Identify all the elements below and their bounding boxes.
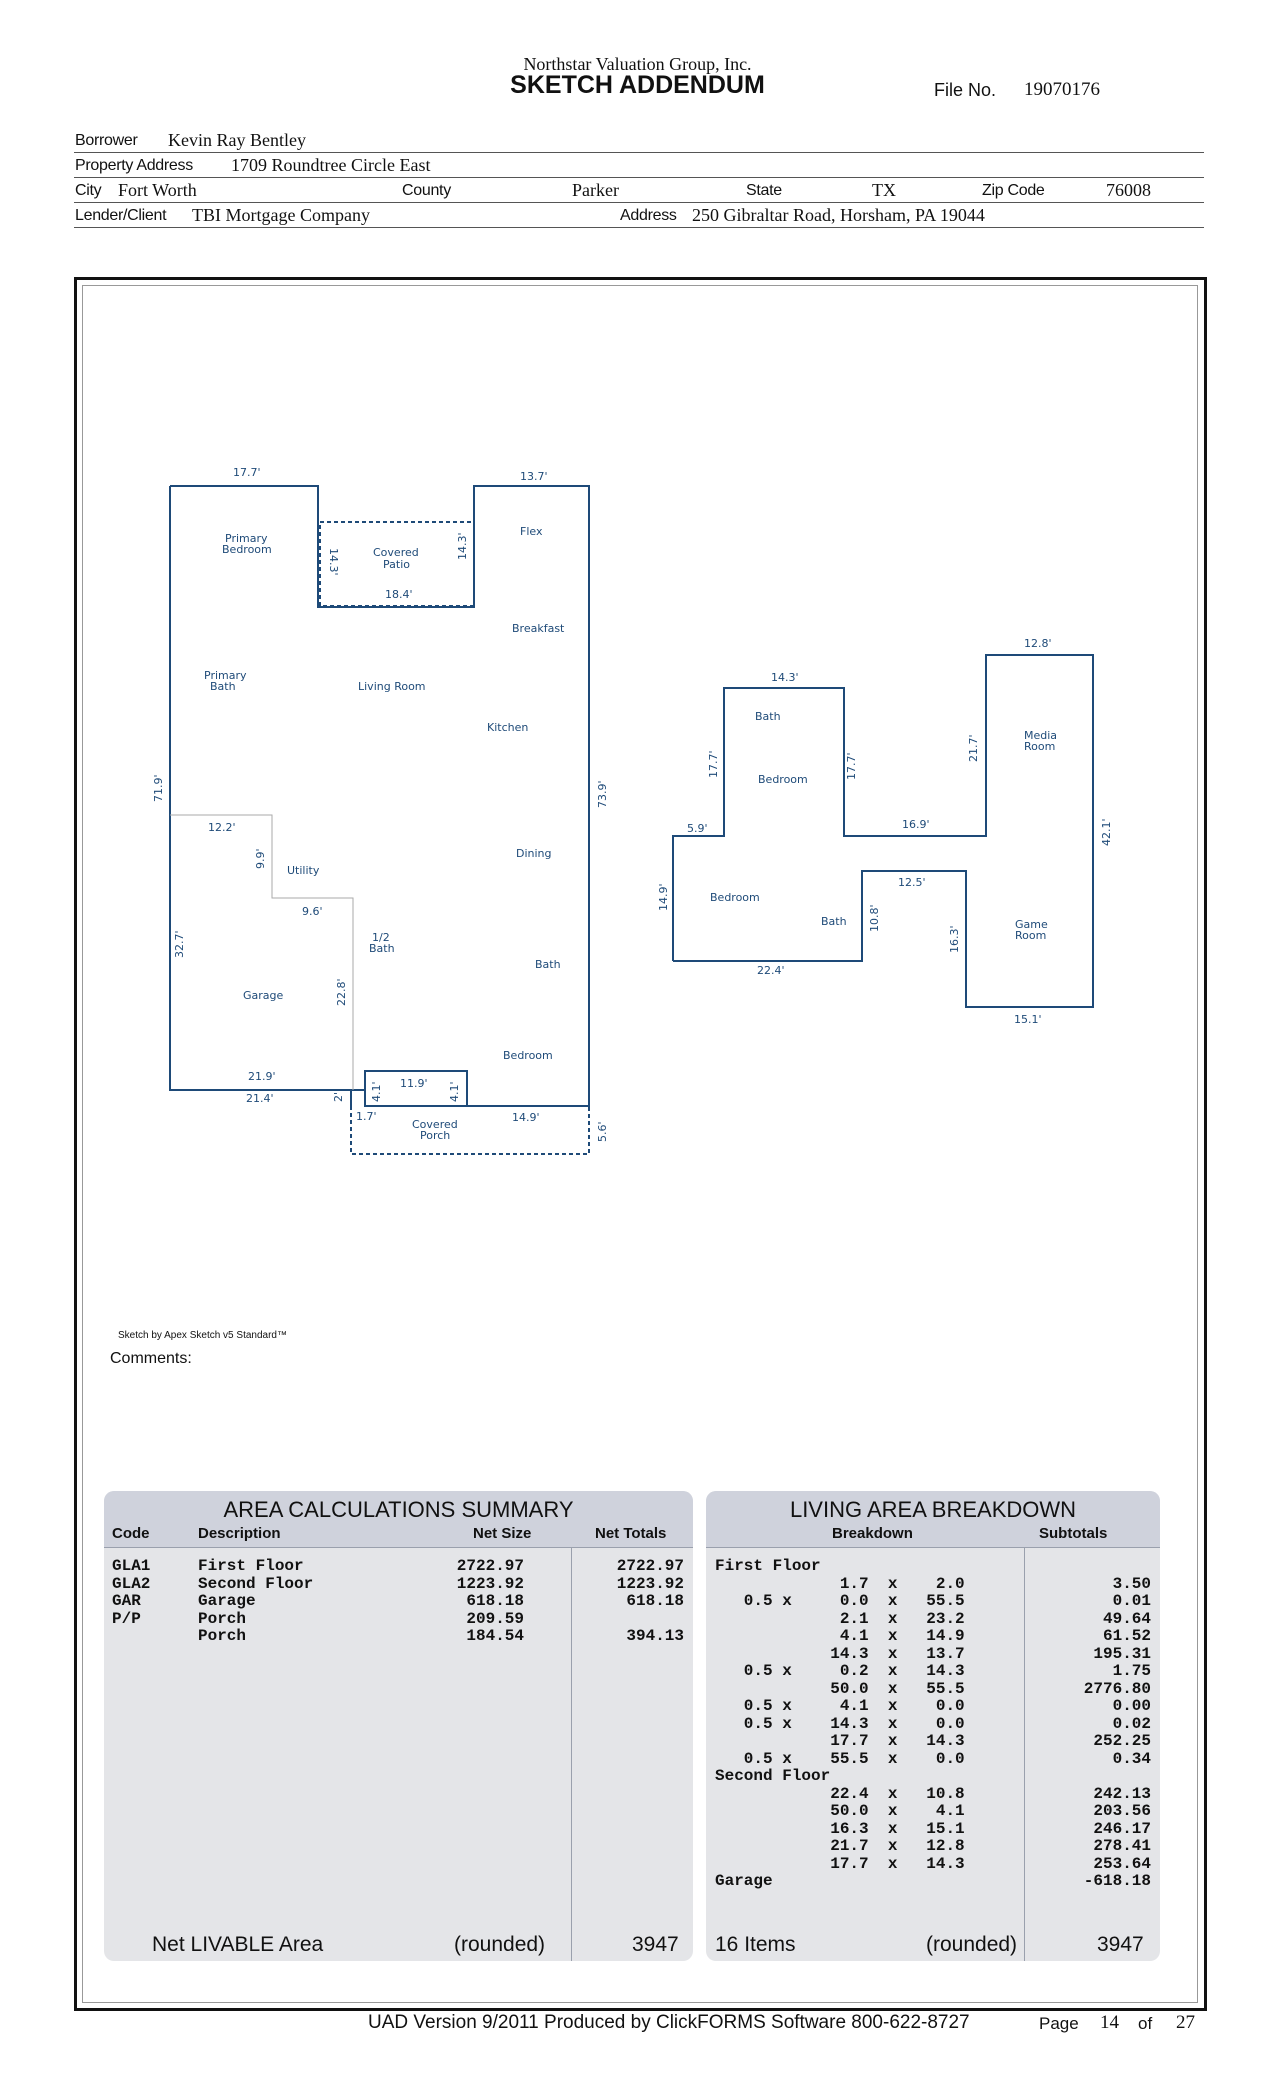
- area-code-cell: P/P: [112, 1609, 141, 1628]
- breakdown-cell: 14.3 x 13.7: [715, 1644, 965, 1663]
- room-label: Room: [1024, 740, 1056, 753]
- page-of-label: of: [1138, 2014, 1153, 2033]
- subtotal-cell: 246.17: [1093, 1819, 1151, 1838]
- net-livable-rounded: (rounded): [454, 1933, 546, 1956]
- area-description-cell: Second Floor: [198, 1574, 314, 1593]
- panel-header: [104, 1491, 693, 1548]
- breakdown-cell: 4.1 x 14.9: [715, 1627, 965, 1645]
- column-header-description: Description: [198, 1525, 281, 1542]
- room-label: Bath: [755, 710, 781, 723]
- living-total: 3947: [1097, 1933, 1144, 1956]
- dimension-label: 9.6': [302, 905, 323, 918]
- subtotal-cell: 253.64: [1093, 1854, 1151, 1873]
- breakdown-cell: 0.5 x 0.0 x 55.5: [715, 1592, 965, 1610]
- room-label: Garage: [243, 989, 284, 1002]
- dimension-label: 73.9': [596, 780, 609, 808]
- breakdown-cell: 0.5 x 4.1 x 0.0: [715, 1697, 965, 1715]
- lender-value: TBI Mortgage Company: [192, 205, 370, 225]
- area-net-total-cell: 1223.92: [616, 1574, 684, 1593]
- room-label: Flex: [520, 525, 543, 538]
- breakdown-cell: 50.0 x 55.5: [715, 1679, 965, 1698]
- dimension-label: 18.4': [385, 588, 413, 601]
- dimension-label: 14.3': [771, 671, 799, 684]
- subtotal-cell: 1.75: [1112, 1662, 1151, 1680]
- room-label: Bedroom: [503, 1049, 553, 1062]
- panel-header: [706, 1491, 1160, 1548]
- dimension-label: 14.9': [512, 1111, 540, 1124]
- dimension-label: 10.8': [868, 904, 881, 932]
- dimension-label: 15.1': [1014, 1013, 1042, 1026]
- room-label: Game: [1015, 918, 1048, 931]
- column-divider: [1024, 1547, 1025, 1961]
- panel-title: LIVING AREA BREAKDOWN: [789, 1497, 1077, 1522]
- dimension-label: 22.4': [757, 964, 785, 977]
- area-net-total-cell: 618.18: [626, 1592, 684, 1610]
- area-net-size-cell: 184.54: [466, 1627, 524, 1645]
- dimension-label: 16.9': [902, 818, 930, 831]
- subtotal-cell: 49.64: [1102, 1609, 1151, 1628]
- dimension-label: 11.9': [400, 1077, 428, 1090]
- breakdown-cell: Second Floor: [715, 1767, 831, 1785]
- column-divider: [571, 1547, 572, 1961]
- address-label: Address: [620, 207, 677, 224]
- second-floor-outline: [673, 655, 1093, 1007]
- room-label: Bedroom: [222, 543, 272, 556]
- dimension-label: 17.7': [845, 752, 858, 780]
- dimension-label: 17.7': [233, 466, 261, 479]
- dimension-label: 21.9': [248, 1070, 276, 1083]
- breakdown-cell: 0.5 x 14.3 x 0.0: [715, 1714, 965, 1733]
- dimension-label: 12.8': [1024, 637, 1052, 650]
- area-code-cell: GAR: [112, 1592, 141, 1610]
- breakdown-cell: 2.1 x 23.2: [715, 1609, 965, 1628]
- room-label: Bath: [535, 958, 561, 971]
- area-net-total-cell: 2722.97: [616, 1557, 684, 1575]
- area-description-cell: Porch: [198, 1609, 247, 1628]
- covered-porch-outline: [351, 1106, 589, 1154]
- breakdown-cell: 17.7 x 14.3: [715, 1854, 965, 1873]
- dimension-label: 14.3': [456, 532, 469, 560]
- breakdown-cell: 21.7 x 12.8: [715, 1837, 965, 1855]
- subtotal-cell: 3.50: [1112, 1574, 1151, 1593]
- subtotal-cell: 0.34: [1112, 1749, 1151, 1768]
- subtotal-cell: 2776.80: [1083, 1679, 1151, 1698]
- column-header-breakdown: Breakdown: [832, 1525, 913, 1542]
- subtotal-cell: 0.01: [1112, 1592, 1151, 1610]
- dimension-label: 9.9': [254, 848, 267, 869]
- zip-value: 76008: [1106, 180, 1151, 200]
- dimension-label: 21.7': [967, 734, 980, 762]
- county-value: Parker: [572, 180, 619, 200]
- room-label: Dining: [516, 847, 552, 860]
- room-label: Patio: [383, 558, 410, 571]
- area-code-cell: GLA2: [112, 1574, 151, 1593]
- dimension-label: 42.1': [1100, 818, 1113, 846]
- dimension-label: 12.2': [208, 821, 236, 834]
- room-label: Covered: [373, 546, 419, 559]
- subtotal-cell: 278.41: [1093, 1837, 1151, 1855]
- dimension-label: 16.3': [948, 925, 961, 953]
- dimension-label: 21.4': [246, 1092, 274, 1105]
- borrower-value: Kevin Ray Bentley: [168, 130, 306, 150]
- room-label: Covered: [412, 1118, 458, 1131]
- zip-label: Zip Code: [982, 182, 1045, 199]
- living-rounded: (rounded): [926, 1933, 1018, 1956]
- room-label: 1/2: [372, 931, 390, 944]
- breakdown-cell: 0.5 x 0.2 x 14.3: [715, 1662, 965, 1680]
- area-net-size-cell: 2722.97: [456, 1557, 524, 1575]
- dimension-label: 5.9': [687, 822, 708, 835]
- breakdown-cell: First Floor: [715, 1557, 821, 1575]
- column-header-subtotals: Subtotals: [1039, 1525, 1108, 1542]
- area-description-cell: Garage: [198, 1592, 256, 1610]
- room-label: Primary: [225, 532, 268, 545]
- borrower-label: Borrower: [75, 132, 138, 149]
- room-label: Bedroom: [758, 773, 808, 786]
- column-header-net-size: Net Size: [473, 1525, 532, 1542]
- dimension-label: 22.8': [335, 978, 348, 1006]
- file-number: 19070176: [1024, 79, 1100, 100]
- subtotal-cell: 195.31: [1093, 1644, 1151, 1663]
- subtotal-cell: 0.02: [1112, 1714, 1151, 1733]
- breakdown-cell: Garage: [715, 1872, 773, 1890]
- area-net-size-cell: 1223.92: [456, 1574, 524, 1593]
- area-code-cell: GLA1: [112, 1557, 151, 1575]
- room-label: Bath: [821, 915, 847, 928]
- subtotal-cell: 242.13: [1093, 1784, 1151, 1803]
- items-count: 16 Items: [715, 1933, 796, 1956]
- room-label: Kitchen: [487, 721, 529, 734]
- state-label: State: [746, 182, 782, 199]
- company-name: Northstar Valuation Group, Inc.: [523, 54, 752, 74]
- room-label: Room: [1015, 929, 1047, 942]
- room-label: Utility: [287, 864, 320, 877]
- produced-by: UAD Version 9/2011 Produced by ClickFORMS Software 800-622-8727: [368, 2012, 970, 2033]
- breakdown-cell: 22.4 x 10.8: [715, 1784, 965, 1803]
- dimension-label: 2': [332, 1091, 345, 1102]
- page-number: 14: [1100, 2012, 1119, 2033]
- dimension-label: 13.7': [520, 470, 548, 483]
- comments-label: Comments:: [110, 1350, 192, 1367]
- area-net-size-cell: 209.59: [466, 1609, 524, 1628]
- breakdown-cell: 17.7 x 14.3: [715, 1732, 965, 1750]
- dimension-label: 4.1': [448, 1081, 461, 1102]
- subtotal-cell: 0.00: [1112, 1697, 1151, 1715]
- room-label: Bath: [369, 942, 395, 955]
- room-label: Living Room: [358, 680, 426, 693]
- breakdown-cell: 50.0 x 4.1: [715, 1802, 965, 1820]
- area-net-size-cell: 618.18: [466, 1592, 524, 1610]
- room-label: Bath: [210, 680, 236, 693]
- breakdown-cell: 0.5 x 55.5 x 0.0: [715, 1749, 965, 1768]
- column-header-net-totals: Net Totals: [595, 1525, 667, 1542]
- address-value: 250 Gibraltar Road, Horsham, PA 19044: [692, 205, 985, 225]
- room-label: Primary: [204, 669, 247, 682]
- area-description-cell: First Floor: [198, 1557, 304, 1575]
- page-total: 27: [1176, 2012, 1195, 2033]
- net-livable-value: 3947: [632, 1933, 679, 1956]
- dimension-label: 1.7': [356, 1110, 377, 1123]
- city-value: Fort Worth: [118, 180, 197, 200]
- room-label: Bedroom: [710, 891, 760, 904]
- subtotal-cell: -618.18: [1083, 1872, 1151, 1890]
- dimension-label: 17.7': [707, 750, 720, 778]
- dimension-label: 5.6': [596, 1121, 609, 1142]
- file-number-label: File No.: [934, 80, 997, 100]
- living-area-panel: [706, 1491, 1160, 1961]
- property-label: Property Address: [75, 157, 193, 174]
- area-net-total-cell: 394.13: [626, 1627, 684, 1645]
- dimension-label: 71.9': [152, 774, 165, 802]
- room-label: Media: [1024, 729, 1058, 742]
- dimension-label: 32.7': [173, 930, 186, 958]
- panel-title: AREA CALCULATIONS SUMMARY: [223, 1497, 574, 1522]
- room-label: Porch: [420, 1129, 451, 1142]
- state-value: TX: [872, 180, 896, 200]
- city-label: City: [75, 182, 102, 199]
- room-label: Breakfast: [512, 622, 565, 635]
- column-header-code: Code: [112, 1525, 150, 1542]
- area-calculations-panel: [104, 1491, 693, 1961]
- dimension-label: 14.3': [327, 548, 340, 576]
- breakdown-cell: 16.3 x 15.1: [715, 1819, 965, 1838]
- county-label: County: [402, 182, 451, 199]
- dimension-label: 12.5': [898, 876, 926, 889]
- first-floor-outline: [170, 486, 589, 1106]
- dimension-label: 14.9': [657, 883, 670, 911]
- subtotal-cell: 203.56: [1093, 1802, 1151, 1820]
- lender-label: Lender/Client: [75, 207, 167, 224]
- net-livable-label: Net LIVABLE Area: [152, 1933, 324, 1956]
- dimension-label: 4.1': [370, 1081, 383, 1102]
- subtotal-cell: 252.25: [1093, 1732, 1151, 1750]
- breakdown-cell: 1.7 x 2.0: [715, 1574, 965, 1593]
- property-value: 1709 Roundtree Circle East: [231, 155, 431, 175]
- sketch-credit: Sketch by Apex Sketch v5 Standard™: [118, 1330, 287, 1341]
- page-title: SKETCH ADDENDUM: [510, 71, 765, 99]
- area-description-cell: Porch: [198, 1627, 247, 1645]
- subtotal-cell: 61.52: [1102, 1627, 1151, 1645]
- page-label: Page: [1039, 2014, 1079, 2033]
